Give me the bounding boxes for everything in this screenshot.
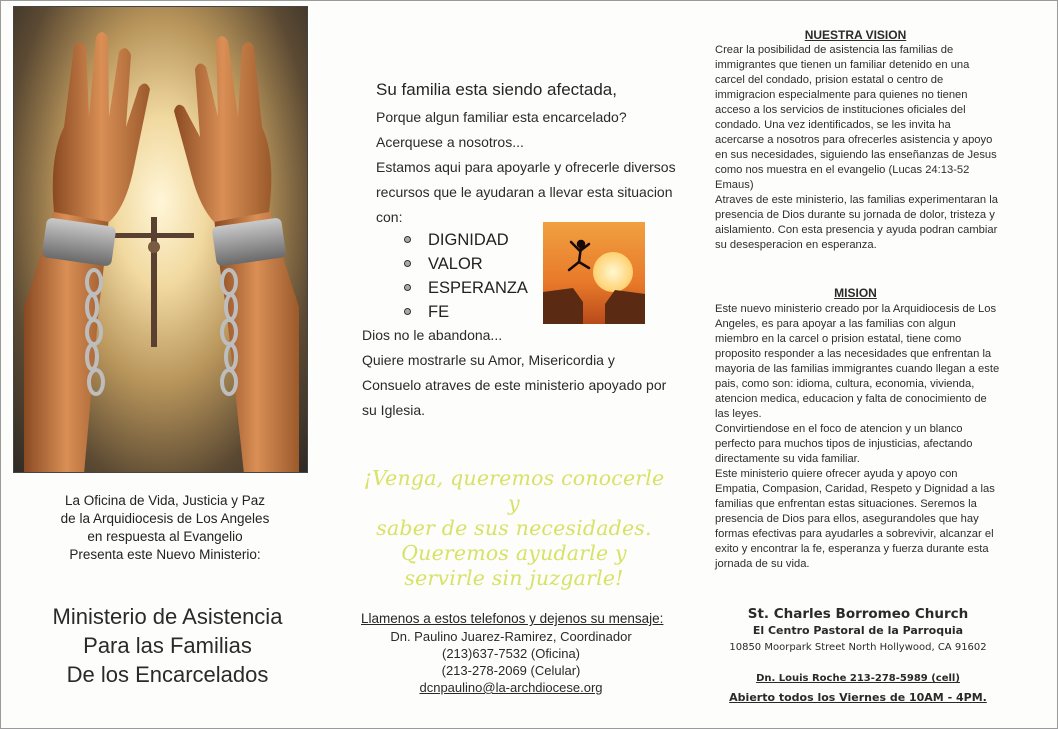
vision-paragraph: Atraves de este ministerio, las familias experimentaran la presencia de Dios durante su jornada de dolor, tristeza y aislamiento. Con esta presencia y ayuda podran cambiar su desesperacion en esperanza.	[715, 194, 998, 251]
organization-statement	[20, 492, 310, 564]
intro-line: Estamos aqui para apoyarle y ofrecerle diversos	[376, 159, 676, 175]
sunset-jump-image	[543, 222, 645, 324]
hands-chains-cross-image	[13, 6, 308, 473]
phones-title: Llamenos a estos telefonos y dejenos su mensaje:	[361, 611, 664, 626]
vision-body	[715, 43, 1000, 253]
bullet-icon	[404, 236, 411, 243]
bullet-icon	[404, 260, 411, 267]
mision-paragraph: Este ministerio quiere ofrecer ayuda y apoyo con Empatia, Compasion, Caridad, Respeto y Dignidad a las familias que enfrentan estas situaciones. Seremos la presencia de Dios para ellos, asegurandoles que hay formas efectivas para ayudarles a sobrevivir, alcanzar el exito y encontrar la fe, esperanza y fuerza durante esta jornada de su vida.	[715, 468, 995, 570]
ministry-title-line: De los Encarcelados	[66, 662, 269, 687]
email-link[interactable]: dcnpaulino@la-archdiocese.org	[419, 680, 603, 695]
invitation-line: ¡Venga, queremos conocerle y	[363, 466, 665, 515]
values-list	[404, 228, 528, 324]
invitation-line: servirle sin juzgarle!	[404, 566, 624, 590]
ministry-title	[20, 602, 315, 689]
cell-phone[interactable]: (213-278-2069 (Celular)	[441, 663, 581, 678]
ministry-title-line: Ministerio de Asistencia	[52, 604, 283, 629]
closing-line: su Iglesia.	[362, 402, 426, 418]
church-address: 10850 Moorpark Street North Hollywood, CA 91602	[729, 642, 987, 653]
value-item: DIGNIDAD	[404, 228, 528, 252]
family-heading: Su familia esta siendo afectada,	[376, 80, 617, 99]
org-line: Presenta este Nuevo Ministerio:	[69, 547, 261, 562]
invitation-line: saber de sus necesidades.	[376, 516, 652, 540]
invitation-line: Queremos ayudarle y	[401, 541, 627, 565]
intro-line: Porque algun familiar esta encarcelado?	[376, 109, 627, 125]
invitation-message	[360, 466, 668, 591]
deacon-contact[interactable]: Dn. Louis Roche 213-278-5989 (cell)	[756, 673, 960, 684]
contact-block	[361, 628, 661, 696]
intro-line: Acerquese a nosotros...	[376, 134, 524, 150]
vision-paragraph: Crear la posibilidad de asistencia las familias de immigrantes que tienen un familiar detenido en una carcel del condado, prision estatal o centro de immigracion especialmente para quienes no tienen acceso a los servicios de instituciones oficiales del condado. Una vez identificados, se les invita ha acercarse a nosotros para ofrecerles asistencia y apoyo en sus necesidades, siguiendo las enseñanzas de Jesus como nos muestra en el evangelio (Lucas 24:13-52 Emaus)	[715, 44, 997, 191]
office-phone[interactable]: (213)637-7532 (Oficina)	[441, 646, 581, 661]
closing-line: Dios no le abandona...	[362, 327, 503, 343]
bullet-icon	[404, 284, 411, 291]
value-item: VALOR	[404, 252, 528, 276]
coordinator-line: Dn. Paulino Juarez-Ramirez, Coordinador	[390, 629, 632, 644]
church-subtitle: El Centro Pastoral de la Parroquia	[752, 624, 964, 637]
mision-body	[715, 302, 1000, 572]
mision-paragraph: Este nuevo ministerio creado por la Arquidiocesis de Los Angeles, es para apoyar a las familias con algun miembro en la carcel o prision estatal, tiene como proposito responder a las necesidades que enfrentan la mayoria de las familias immigrantes cuando llegan a este pais, como son: idioma, cultura, economia, vivienda, atencion medica, educacion y falta de conocimiento de las leyes.	[715, 303, 1000, 420]
office-hours: Abierto todos los Viernes de 10AM - 4PM.	[729, 691, 987, 704]
intro-line: recursos que le ayudaran a llevar esta situacion	[376, 184, 673, 200]
church-name: St. Charles Borromeo Church	[747, 606, 969, 622]
org-line: de la Arquidiocesis de Los Angeles	[60, 511, 270, 526]
mision-title: MISION	[834, 286, 877, 300]
closing-line: Quiere mostrarle su Amor, Misericordia y	[362, 352, 615, 368]
bullet-icon	[404, 308, 411, 315]
mision-paragraph: Convirtiendose en el foco de atencion y un blanco perfecto para muchos tipos de injusticias, afectando directamente su vida familiar.	[715, 423, 973, 465]
org-line: La Oficina de Vida, Justicia y Paz	[64, 493, 266, 508]
intro-line: con:	[376, 209, 403, 225]
value-item: ESPERANZA	[404, 276, 528, 300]
org-line: en respuesta al Evangelio	[87, 529, 243, 544]
ministry-title-line: Para las Familias	[83, 633, 252, 658]
value-item: FE	[404, 300, 528, 324]
vision-title: NUESTRA VISION	[804, 28, 907, 42]
closing-line: Consuelo atraves de este ministerio apoyado por	[362, 377, 667, 393]
